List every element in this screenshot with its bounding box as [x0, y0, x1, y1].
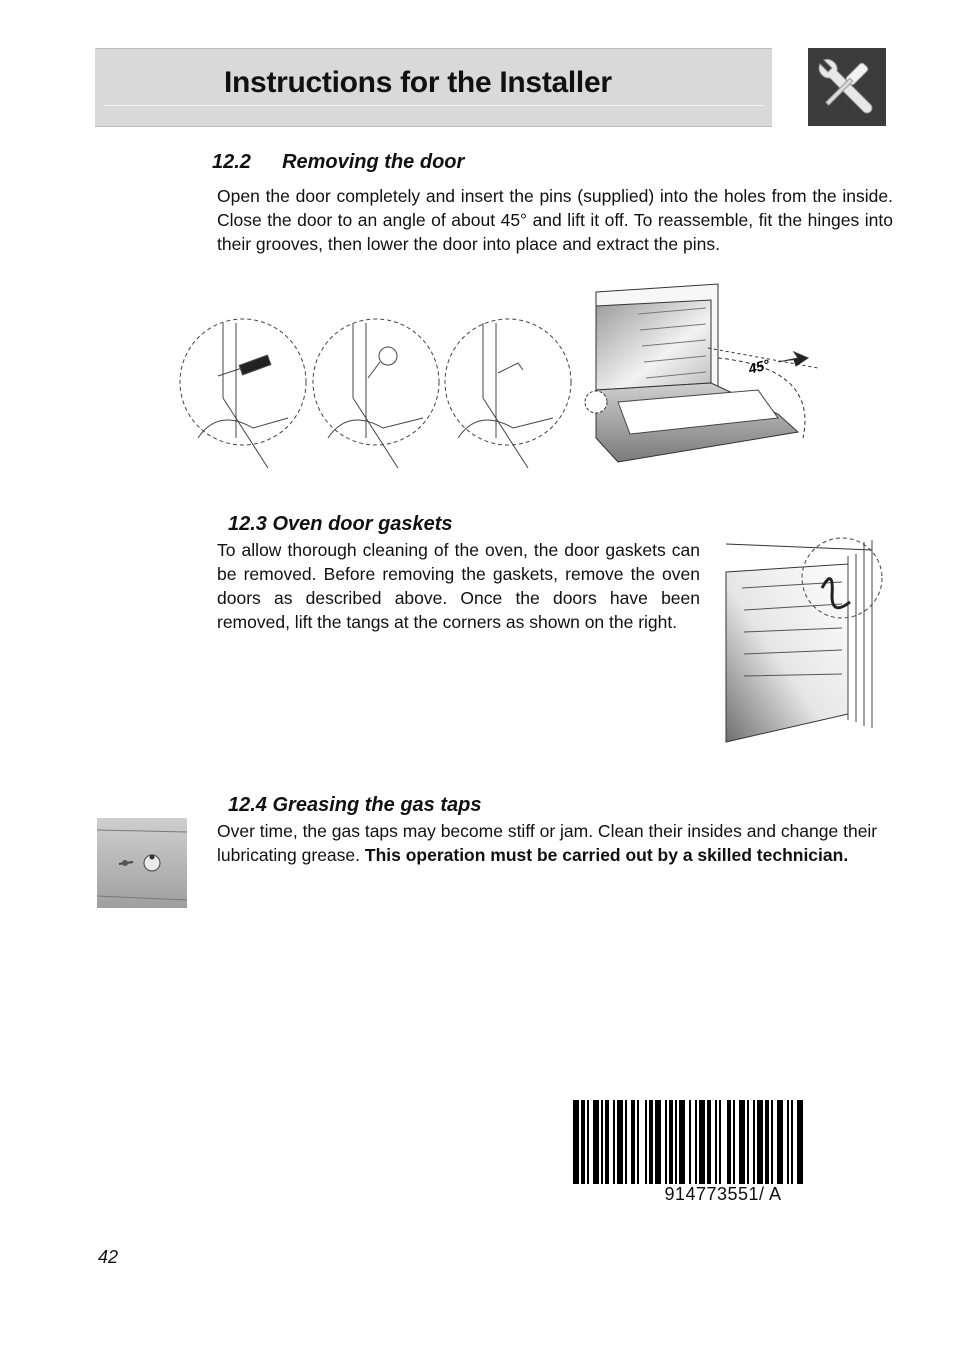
- barcode-bar: [617, 1100, 623, 1184]
- section-12-2-body: Open the door completely and insert the pins (supplied) into the holes from the inside. Close the door to an angle of about 45° and lift it off. To reassemble, fit the hinges into their grooves, then lower the door into place and extract the pins.: [217, 186, 893, 254]
- section-12-3-heading: [228, 513, 453, 536]
- barcode-bar: [665, 1100, 667, 1184]
- barcode-bar: [777, 1100, 783, 1184]
- barcode-bar: [733, 1100, 735, 1184]
- barcode-bar: [605, 1100, 609, 1184]
- section-number: 12.3: [228, 513, 267, 535]
- page-title: Instructions for the Installer: [224, 66, 612, 99]
- section-12-3-body: To allow thorough cleaning of the oven, the door gaskets can be removed. Before removing the gaskets, remove the oven doors as described above. Once the doors have been removed, lift the tangs at the corners as shown on the right.: [217, 540, 700, 632]
- hinge-detail-closed: [445, 319, 571, 468]
- angle-label: 45°: [746, 355, 772, 377]
- barcode-bar: [645, 1100, 647, 1184]
- section-12-4-text: Over time, the gas taps may become stiff or jam. Clean their insides and change their lubricating grease.: [217, 821, 878, 865]
- barcode-bar: [719, 1100, 721, 1184]
- gas-tap-icon: [97, 818, 187, 908]
- barcode-bar: [739, 1100, 745, 1184]
- section-12-4-warning: This operation must be carried out by a skilled technician.: [364, 845, 849, 865]
- gasket-illustration: [722, 536, 887, 746]
- door-removal-illustration: [178, 278, 828, 468]
- barcode-bar: [581, 1100, 585, 1184]
- barcode-bar: [655, 1100, 661, 1184]
- section-title: Greasing the gas taps: [272, 794, 482, 816]
- page-number: 42: [98, 1247, 119, 1267]
- section-number: 12.4: [228, 794, 267, 816]
- oven-open-door: [585, 284, 798, 462]
- barcode-bar: [669, 1100, 673, 1184]
- barcode-bar: [689, 1100, 691, 1184]
- hinge-detail-screwdriver: [180, 319, 306, 468]
- barcode-bar: [753, 1100, 755, 1184]
- barcode-bar: [631, 1100, 635, 1184]
- section-title: Removing the door: [282, 151, 465, 173]
- barcode-bar: [765, 1100, 769, 1184]
- barcode-bar: [573, 1100, 579, 1184]
- barcode: [573, 1100, 869, 1184]
- section-12-2-heading: [212, 151, 464, 174]
- barcode-bar: [593, 1100, 599, 1184]
- barcode-bar: [791, 1100, 793, 1184]
- barcode-bar: [757, 1100, 763, 1184]
- barcode-bar: [715, 1100, 717, 1184]
- barcode-bar: [695, 1100, 697, 1184]
- section-title: Oven door gaskets: [272, 513, 453, 535]
- barcode-bar: [707, 1100, 711, 1184]
- barcode-bar: [601, 1100, 603, 1184]
- section-12-4-body: [217, 819, 893, 867]
- section-number: 12.2: [212, 151, 251, 173]
- barcode-bar: [747, 1100, 749, 1184]
- screwdriver-wrench-icon: [808, 48, 886, 126]
- section-12-4-heading: [228, 794, 481, 817]
- hinge-detail-pin: [313, 319, 439, 468]
- barcode-bar: [613, 1100, 615, 1184]
- barcode-bar: [679, 1100, 685, 1184]
- barcode-bar: [797, 1100, 803, 1184]
- barcode-bar: [637, 1100, 639, 1184]
- barcode-bar: [625, 1100, 627, 1184]
- barcode-bar: [727, 1100, 731, 1184]
- barcode-bar: [699, 1100, 705, 1184]
- barcode-bar: [649, 1100, 653, 1184]
- barcode-bar: [787, 1100, 789, 1184]
- barcode-bar: [771, 1100, 773, 1184]
- barcode-bar: [587, 1100, 589, 1184]
- barcode-number: 914773551/ A: [664, 1184, 782, 1204]
- barcode-bar: [675, 1100, 677, 1184]
